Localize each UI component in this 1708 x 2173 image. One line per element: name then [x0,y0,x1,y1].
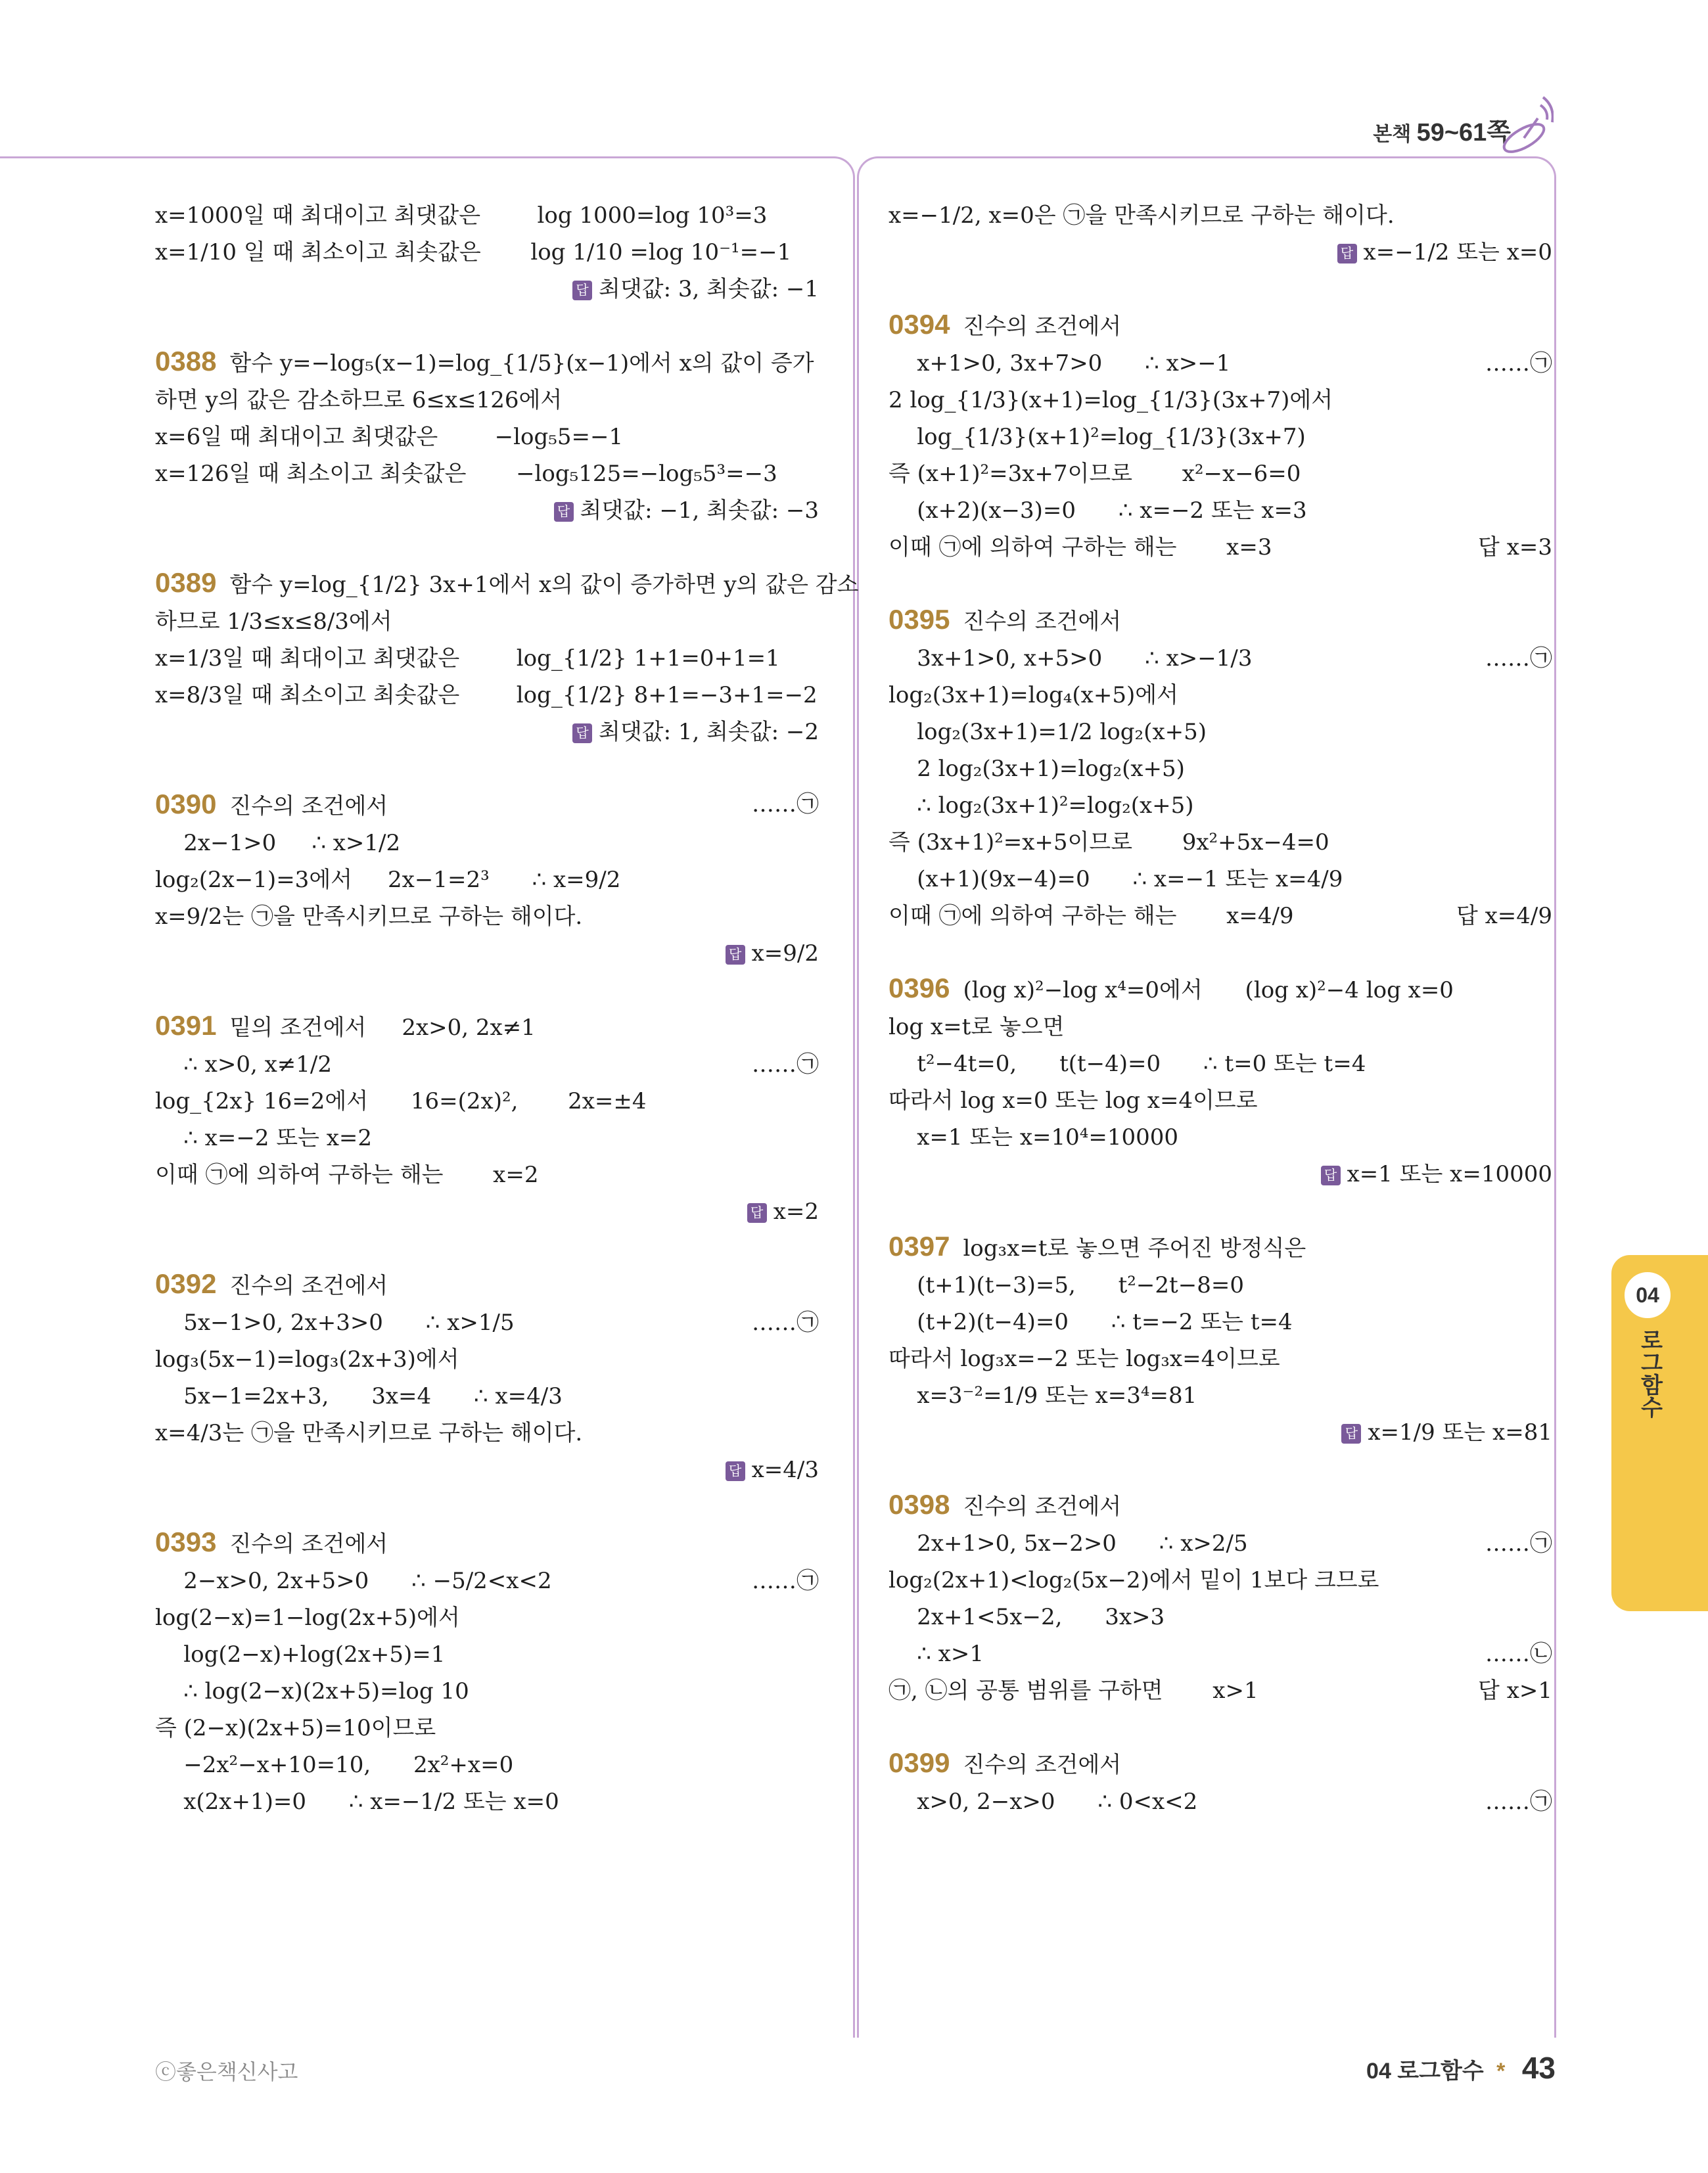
line-text: (x+2)(x−3)=0 ∴ x=−2 또는 x=3 [889,497,1307,524]
line-text: x=3⁻²=1/9 또는 x=3⁴=81 [889,1383,1197,1409]
solution-line [155,1415,819,1452]
problem-number: 0389 [155,567,217,598]
condition-mark: ……㉠ [752,1310,819,1336]
line-text: log_{1/3}(x+1)²=log_{1/3}(3x+7) [889,424,1306,450]
answer-line [155,1193,819,1230]
solution-line [889,455,1552,492]
solution-line [155,197,819,234]
answer-text: 최댓값: 3, 최솟값: −1 [599,276,819,302]
line-text: x=6일 때 최대이고 최댓값은 −log₅5=−1 [155,424,624,450]
answer-line [155,935,819,972]
publisher-credit: ⓒ좋은책신사고 [155,2060,298,2084]
solution-block [155,343,819,529]
answer-line [155,492,819,529]
line-text: log₂(2x+1)<log₂(5x−2)에서 밑이 1보다 크므로 [889,1567,1379,1593]
solution-line [889,861,1552,898]
line-text: ∴ log₂(3x+1)²=log₂(x+5) [889,792,1194,819]
line-text: (t+1)(t−3)=5, t²−2t−8=0 [889,1272,1244,1298]
solution-block [155,197,819,308]
problem-number: 0399 [889,1747,950,1778]
solution-line [155,343,819,382]
solution-line [889,345,1552,382]
solution-line [155,1007,819,1046]
solution-line [155,861,819,898]
solution-line [889,640,1552,677]
condition-mark: ……㉠ [752,1568,819,1594]
problem-number: 0392 [155,1268,217,1299]
solution-line [155,419,819,455]
solution-line [155,1341,819,1378]
solution-line [155,1783,819,1820]
chapter-number: 04 [1622,1269,1673,1321]
footer-star: * [1496,2059,1506,2084]
line-text: 이때 ㉠에 의하여 구하는 해는 x=4/9 [889,903,1294,929]
line-text: log₂(3x+1)=1/2 log₂(x+5) [889,719,1207,745]
solution-line [155,603,819,640]
line-text: 이때 ㉠에 의하여 구하는 해는 x=3 [889,534,1272,560]
solution-line [155,1120,819,1156]
chapter-side-tab[interactable] [1611,1255,1708,1611]
solution-line [155,898,819,935]
solution-line [155,1304,819,1341]
answer-line [889,1156,1552,1193]
line-text: x=126일 때 최소이고 최솟값은 −log₅125=−log₅5³=−3 [155,461,777,487]
solution-line [155,1083,819,1120]
solution-line [889,1045,1552,1082]
solution-line [155,1636,819,1673]
line-text: 함수 y=log_{1/2} 3x+1에서 x의 값이 증가하면 y의 값은 감소 [229,572,859,598]
solution-line [889,529,1552,566]
answer-text: x=4/3 [751,1457,819,1483]
left-column [155,197,859,1856]
answer-text: x=2 [773,1199,819,1225]
line-text: −2x²−x+10=10, 2x²+x=0 [155,1752,514,1778]
solution-block [889,1228,1552,1451]
line-text: log(2−x)+log(2x+5)=1 [155,1641,446,1668]
problem-number: 0390 [155,789,217,819]
solution-line [889,306,1552,345]
line-text: 진수의 조건에서 [229,1273,388,1299]
answer-text: x=9/2 [751,940,819,967]
line-text: x=9/2는 ㉠을 만족시키므로 구하는 해이다. [155,904,583,930]
solution-block [889,970,1552,1193]
answer-icon: 답 [1341,1424,1361,1444]
line-text: (log x)²−log x⁴=0에서 (log x)²−4 log x=0 [963,977,1454,1003]
solution-line [155,825,819,861]
solution-line [889,1377,1552,1414]
page-number: 43 [1521,2051,1556,2085]
answer-icon: 답 [1337,244,1357,263]
solution-line [889,1562,1552,1599]
solution-line [889,824,1552,861]
solution-line [889,1119,1552,1156]
answer-line [155,714,819,750]
solution-line [889,1304,1552,1340]
solution-line [889,1340,1552,1377]
solution-line [155,1599,819,1636]
line-text: 3x+1>0, x+5>0 ∴ x>−1/3 [889,645,1253,672]
solution-line [889,1267,1552,1304]
chapter-title: 로그함수 [1637,1329,1662,1418]
line-text: log₃(5x−1)=log₃(2x+3)에서 [155,1346,459,1373]
solution-line [889,1672,1552,1709]
line-text: log₂(2x−1)=3에서 2x−1=2³ ∴ x=9/2 [155,867,621,893]
solution-line [889,1745,1552,1783]
solution-line [889,197,1552,234]
problem-number: 0394 [889,309,950,340]
line-text: 즉 (x+1)²=3x+7이므로 x²−x−6=0 [889,461,1301,487]
solution-line [889,898,1552,934]
line-text: 2x+1<5x−2, 3x>3 [889,1604,1165,1630]
line-text: 2−x>0, 2x+5>0 ∴ −5/2<x<2 [155,1568,552,1594]
line-text: x=8/3일 때 최소이고 최솟값은 log_{1/2} 8+1=−3+1=−2 [155,682,818,708]
line-text: 함수 y=−log₅(x−1)=log_{1/5}(x−1)에서 x의 값이 증가 [229,350,814,377]
line-text: x+1>0, 3x+7>0 ∴ x>−1 [889,350,1231,377]
line-text: 하므로 1/3≤x≤8/3에서 [155,608,392,635]
condition-mark: 답 x>1 [1478,1678,1552,1704]
solution-block [889,306,1552,566]
solution-line [155,1563,819,1599]
solution-line [889,1599,1552,1635]
book-label: 본책 [1373,124,1412,145]
solution-line [155,1710,819,1747]
answer-line [889,234,1552,271]
satellite-dish-icon [1494,92,1554,158]
solution-line [889,750,1552,787]
condition-mark: ……㉠ [1485,1530,1552,1557]
solution-line [155,1046,819,1083]
line-text: x=4/3는 ㉠을 만족시키므로 구하는 해이다. [155,1420,583,1446]
problem-number: 0396 [889,972,950,1003]
solution-line [889,714,1552,750]
answer-icon: 답 [554,502,574,522]
line-text: 2x+1>0, 5x−2>0 ∴ x>2/5 [889,1530,1248,1557]
solution-line [889,1635,1552,1672]
solution-line [155,1673,819,1710]
solution-line [889,419,1552,455]
line-text: (x+1)(9x−4)=0 ∴ x=−1 또는 x=4/9 [889,866,1343,892]
condition-mark: 답 x=3 [1478,534,1552,560]
line-text: 진수의 조건에서 [963,313,1122,340]
line-text: 2 log₂(3x+1)=log₂(x+5) [889,756,1185,782]
line-text: 따라서 log₃x=−2 또는 log₃x=4이므로 [889,1346,1280,1372]
problem-number: 0391 [155,1010,217,1041]
line-text: (t+2)(t−4)=0 ∴ t=−2 또는 t=4 [889,1309,1293,1335]
footer-chapter: 04 로그함수 [1366,2059,1484,2084]
problem-number: 0397 [889,1231,950,1262]
answer-text: 최댓값: −1, 최솟값: −3 [580,497,819,524]
solution-line [889,1009,1552,1045]
solution-line [155,455,819,492]
problem-number: 0395 [889,604,950,635]
answer-text: x=1 또는 x=10000 [1347,1161,1552,1187]
answer-text: x=1/9 또는 x=81 [1368,1419,1552,1446]
solution-line [155,234,819,271]
right-column [889,197,1552,1856]
problem-number: 0398 [889,1489,950,1520]
solution-line [889,601,1552,640]
solution-block [889,601,1552,934]
solution-line [889,970,1552,1009]
solution-line [155,564,859,603]
answer-text: x=−1/2 또는 x=0 [1363,239,1552,265]
solution-block [155,564,859,750]
solution-line [155,1378,819,1415]
line-text: 밑의 조건에서 2x>0, 2x≠1 [229,1015,536,1041]
solution-line [889,382,1552,419]
answer-line [155,271,819,308]
line-text: log x=t로 놓으면 [889,1014,1065,1040]
line-text: 5x−1>0, 2x+3>0 ∴ x>1/5 [155,1310,515,1336]
answer-icon: 답 [572,723,592,743]
solution-block [155,1524,819,1820]
answer-icon: 답 [726,1461,745,1481]
line-text: ∴ log(2−x)(2x+5)=log 10 [155,1678,469,1704]
solution-block [155,786,819,972]
line-text: x=1/3일 때 최대이고 최댓값은 log_{1/2} 1+1=0+1=1 [155,645,780,672]
line-text: x=1 또는 x=10⁴=10000 [889,1124,1179,1151]
condition-mark: ……㉠ [752,791,819,817]
solution-line [155,1156,819,1193]
line-text: x(2x+1)=0 ∴ x=−1/2 또는 x=0 [155,1789,559,1815]
page-range: 59~61쪽 [1416,119,1511,147]
line-text: x=1/10 일 때 최소이고 최솟값은 log 1/10 =log 10⁻¹=−1 [155,239,792,265]
solution-line [889,1228,1552,1267]
line-text: x>0, 2−x>0 ∴ 0<x<2 [889,1789,1198,1815]
page-footer [1366,2050,1556,2086]
line-text: log_{2x} 16=2에서 16=(2x)², 2x=±4 [155,1088,647,1114]
solution-line [155,640,819,677]
solution-line [889,1525,1552,1562]
line-text: 따라서 log x=0 또는 log x=4이므로 [889,1087,1258,1114]
solution-block [889,1745,1552,1820]
line-text: t²−4t=0, t(t−4)=0 ∴ t=0 또는 t=4 [889,1051,1366,1077]
answer-text: 최댓값: 1, 최솟값: −2 [599,719,819,745]
condition-mark: 답 x=4/9 [1456,903,1552,929]
line-text: 즉 (2−x)(2x+5)=10이므로 [155,1715,436,1741]
solution-line [889,1486,1552,1525]
condition-mark: ……㉠ [1485,645,1552,672]
answer-icon: 답 [1321,1166,1341,1185]
line-text: x=1000일 때 최대이고 최댓값은 log 1000=log 10³=3 [155,202,768,229]
line-text: 2 log_{1/3}(x+1)=log_{1/3}(3x+7)에서 [889,387,1333,413]
solution-line [155,786,819,825]
solution-line [889,787,1552,824]
solution-line [889,492,1552,529]
problem-number: 0393 [155,1526,217,1557]
line-text: ∴ x>0, x≠1/2 [155,1051,332,1078]
answer-icon: 답 [747,1203,767,1223]
line-text: log(2−x)=1−log(2x+5)에서 [155,1605,460,1631]
condition-mark: ……㉠ [752,1051,819,1078]
solution-block [889,1486,1552,1709]
answer-line [889,1414,1552,1451]
page-reference [1373,112,1511,148]
solution-line [155,1266,819,1304]
line-text: 진수의 조건에서 [229,793,388,819]
line-text: 하면 y의 값은 감소하므로 6≤x≤126에서 [155,387,563,413]
solution-block [155,1266,819,1488]
solution-line [155,1747,819,1783]
line-text: ㉠, ㉡의 공통 범위를 구하면 x>1 [889,1678,1258,1704]
condition-mark: ……㉠ [1485,1789,1552,1815]
line-text: ∴ x=−2 또는 x=2 [155,1125,373,1151]
line-text: log₂(3x+1)=log₄(x+5)에서 [889,682,1178,708]
line-text: 이때 ㉠에 의하여 구하는 해는 x=2 [155,1162,539,1188]
solution-line [155,1524,819,1563]
line-text: 진수의 조건에서 [963,608,1122,635]
line-text: 2x−1>0 ∴ x>1/2 [155,830,401,856]
answer-line [155,1452,819,1488]
solution-block [889,197,1552,271]
line-text: 진수의 조건에서 [963,1752,1122,1778]
line-text: ∴ x>1 [889,1641,984,1667]
solution-block [155,1007,819,1230]
line-text: log₃x=t로 놓으면 주어진 방정식은 [963,1235,1306,1262]
answer-icon: 답 [726,945,745,965]
line-text: 진수의 조건에서 [229,1531,388,1557]
line-text: x=−1/2, x=0은 ㉠을 만족시키므로 구하는 해이다. [889,202,1395,229]
solution-line [889,1082,1552,1119]
condition-mark: ……㉠ [1485,350,1552,377]
line-text: 즉 (3x+1)²=x+5이므로 9x²+5x−4=0 [889,829,1329,856]
solution-line [155,382,819,419]
problem-number: 0388 [155,346,217,377]
solution-line [889,1783,1552,1820]
solution-line [155,677,819,714]
line-text: 진수의 조건에서 [963,1494,1122,1520]
answer-icon: 답 [572,281,592,300]
condition-mark: ……㉡ [1485,1641,1552,1667]
line-text: 5x−1=2x+3, 3x=4 ∴ x=4/3 [155,1383,563,1409]
solution-line [889,677,1552,714]
